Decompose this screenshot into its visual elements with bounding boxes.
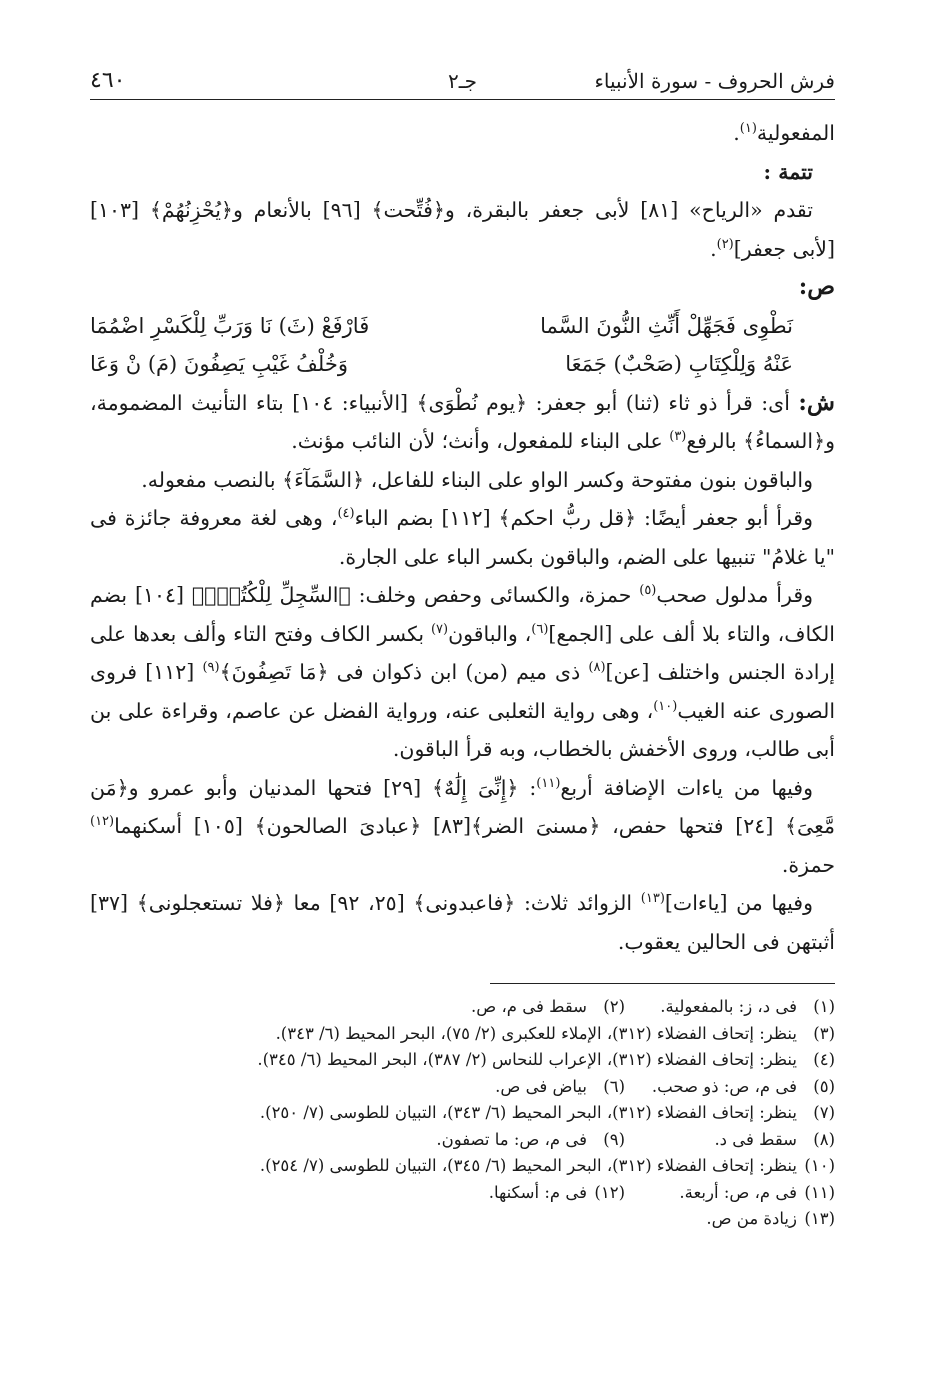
footnote-number: (٥) (813, 1076, 835, 1096)
footnote (90, 1100, 835, 1127)
text-run: . (710, 236, 717, 261)
footnote-number: (٨) (813, 1129, 835, 1149)
text-run: حمزة. (781, 852, 835, 877)
footnote-divider (490, 983, 835, 984)
text-run: ذى ميم (من) ابن ذكوان فى ﴿مَا تَصِفُونَ﴾ (219, 660, 589, 684)
footnote-row (90, 1127, 835, 1154)
main-text (90, 114, 835, 961)
paragraph: والباقون بنون مفتوحة وكسر الواو على البناء للفاعل، ﴿السَّمَآءَ﴾ بالنصب مفعوله. (141, 467, 813, 492)
text-run: وقرأ أبو جعفر أيضًا: ﴿قل ربُّ احكم﴾ [١١٢] بضم الباء (354, 506, 813, 530)
footnote-text: فى م، ص: ذو صحب. (651, 1076, 797, 1096)
page-number: ٤٦٠ (90, 68, 126, 93)
footnote (90, 1047, 835, 1074)
text-run: ، والباقون (448, 621, 532, 646)
footnote-number: (١٢) (594, 1182, 625, 1202)
text-run: وفيها من [ياءات] (664, 891, 813, 915)
text-run: أى: قرأ ذو ثاء (ثنا) أبو جعفر: ﴿يوم نُطْوَى﴾ [الأنبياء: ١٠٤] بتاء التأنيث المضمومة، و﴿السماءُ﴾ بالرفع (90, 390, 835, 453)
paragraph (90, 576, 835, 769)
footnote-text: بياض فى ص. (495, 1076, 587, 1096)
footnote-row (90, 1021, 835, 1048)
text-run: وقرأ مدلول صحب (656, 583, 814, 607)
page-header (90, 60, 835, 100)
footnote (625, 1127, 835, 1154)
footnote-ref: (١٣) (640, 891, 665, 907)
text-run: ، وهى رواية الثعلبى عنه، ورواية الفضل عن عاصم، وقراءة على بن أبى طالب، وروى الأخفش بالخطاب، وبه قرأ الباقون. (90, 698, 835, 761)
text-run: [١١٢] فروى الصورى عنه الغيب (90, 660, 836, 723)
footnote-text: ينظر: إتحاف الفضلاء (٣١٢)، الإملاء للعكبرى (٢/ ٧٥)، البحر المحيط (٦/ ٣٤٣). (275, 1023, 797, 1043)
section-heading: تتمة : (763, 159, 813, 184)
footnote-ref: (٣) (669, 429, 687, 445)
text-run: وفيها من ياءات الإضافة أربع (560, 775, 813, 800)
footnote-number: (١٠) (804, 1156, 835, 1175)
footnote-row (90, 1206, 835, 1233)
text-run: بكسر الكاف وفتح التاء وألف بعدها على إرادة الجنس واختلف [عن] (90, 621, 836, 684)
paragraph (90, 384, 835, 461)
footnote-number: (١) (813, 997, 835, 1016)
paragraph (90, 499, 835, 576)
footnote-ref: (٦) (531, 621, 549, 637)
footnote (625, 1074, 835, 1101)
verse-hemistich: فَارْفَعْ (ثَ) نَا وَرَبِّ لِلْكَسْرِ اضْمُمَا (90, 313, 370, 338)
footnote-ref: (٧) (430, 621, 449, 637)
paragraph (90, 884, 835, 961)
footnote (90, 994, 625, 1021)
paragraph (90, 769, 835, 885)
footnote-text: سقط فى د. (714, 1129, 797, 1149)
verse-halves (90, 307, 835, 346)
verse-tag: ص: (798, 273, 835, 300)
footnote (90, 1180, 625, 1207)
footnote-row (90, 1100, 835, 1127)
footnote-ref: (١) (739, 121, 757, 137)
text-run: على البناء للمفعول، وأنث؛ لأن النائب مؤنث. (291, 429, 670, 453)
footnote-number: (٦) (603, 1076, 625, 1096)
footnote-number: (٩) (603, 1129, 625, 1149)
footnote-text: زيادة من ص. (706, 1209, 797, 1228)
verse-hemistich: نَطْوِى فَجَهِّلْ أَنِّثِ النُّونَ السَّما (540, 313, 793, 338)
running-title: فرش الحروف - سورة الأنبياء (594, 69, 835, 93)
footnote-row (90, 1074, 835, 1101)
footnote-text: ينظر: إتحاف الفضلاء (٣١٢)، البحر المحيط (٦/ ٣٤٣)، التبيان للطوسى (٧/ ٢٥٠). (259, 1103, 797, 1122)
footnote-ref: (١٢) (90, 814, 115, 830)
footnote-ref: (٨) (588, 660, 606, 676)
verse-hemistich: وَخُلْفُ غَيْبِ يَصِفُونَ (مَ) نْ وَعَا (90, 352, 348, 376)
footnote-text: سقط فى م، ص. (471, 997, 587, 1016)
text-run: . (733, 121, 740, 145)
text-run: المفعولية (756, 121, 835, 145)
footnote-row (90, 1153, 835, 1180)
footnote (90, 1127, 625, 1154)
text-run: الزوائد ثلاث: ﴿فاعبدونى﴾ [٢٥، ٩٢] معا ﴿فلا تستعجلونى﴾ [٣٧] أثبتهن فى الحالين يعقوب. (90, 891, 835, 954)
volume-label: جـ٢ (448, 69, 477, 93)
book-page (90, 60, 835, 1233)
footnote (625, 994, 835, 1021)
text-run: تقدم «الرياح» [٨١] لأبى جعفر بالبقرة، و﴿فُتِّحت﴾ [٩٦] بالأنعام و﴿يُحْزِنُهُمْ﴾ [١٠٣] [لأبى جعفر] (90, 198, 835, 261)
footnote (90, 1206, 835, 1233)
verse-line (90, 345, 835, 384)
footnote-number: (٧) (813, 1103, 835, 1122)
footnote-number: (٤) (813, 1050, 835, 1069)
footnote-text: فى د، ز: بالمفعولية. (660, 997, 797, 1016)
footnote-row (90, 1047, 835, 1074)
verse-hemistich: عَنْهُ وَلِلْكِتَابِ (صَحْبٌ) جَمَعَا (565, 352, 793, 376)
footnote (90, 1153, 835, 1180)
footnote-row (90, 1180, 835, 1207)
footnote-number: (٢) (603, 997, 625, 1016)
footnote-text: فى م، ص: ما تصفون. (436, 1129, 587, 1149)
verse-line (90, 268, 835, 345)
footnote-row (90, 994, 835, 1021)
footnote-number: (١١) (804, 1182, 835, 1202)
sharh-tag: ش: (798, 388, 835, 416)
footnote-ref: (٩) (202, 660, 220, 676)
footnote (90, 1021, 835, 1048)
footnote-number: (٣) (813, 1023, 835, 1043)
footnote-ref: (١١) (536, 775, 561, 791)
footnote-ref: (٥) (639, 583, 657, 599)
text-run: : ﴿إِنِّىَ إِلَٰهٌ﴾ [٢٩] فتحها المدنيان وأبو عمرو و﴿مَن مَّعِىَ﴾ [٢٤] فتحها حفص، ﴿مسنىَ الضر﴾[٨٣] ﴿عبادىَ الصالحون﴾ [١٠٥] أسكنهما (90, 775, 836, 838)
footnote-text: ينظر: إتحاف الفضلاء (٣١٢)، الإعراب للنحاس (٢/ ٣٨٧)، البحر المحيط (٦/ ٣٤٥). (257, 1050, 797, 1069)
footnote-ref: (١٠) (653, 698, 678, 714)
footnote-number: (١٣) (804, 1209, 835, 1228)
paragraph (90, 114, 835, 153)
footnote-text: فى م، ص: أربعة. (679, 1182, 797, 1202)
footnote-text: فى م: أسكنها. (488, 1182, 587, 1202)
footnote-ref: (٢) (716, 236, 734, 252)
text-run: حمزة، والكسائى وحفص وخلف: ﴿السِّجِلِّ لِلْكُتُبِۚ﴾ [١٠٤] بضم الكاف، والتاء بلا ألف على [الجمع] (90, 583, 835, 646)
footnote (90, 1074, 625, 1101)
footnote (625, 1180, 835, 1207)
paragraph (90, 191, 835, 268)
footnote-text: ينظر: إتحاف الفضلاء (٣١٢)، البحر المحيط (٦/ ٣٤٥)، التبيان للطوسى (٧/ ٢٥٤). (259, 1156, 797, 1175)
text-run: ، وهى لغة معروفة جائزة فى "يا غلامُ" تنبيها على الضم، والباقون بكسر الباء على الجارة. (90, 506, 835, 569)
footnote-ref: (٤) (337, 506, 355, 522)
footnotes (90, 994, 835, 1233)
